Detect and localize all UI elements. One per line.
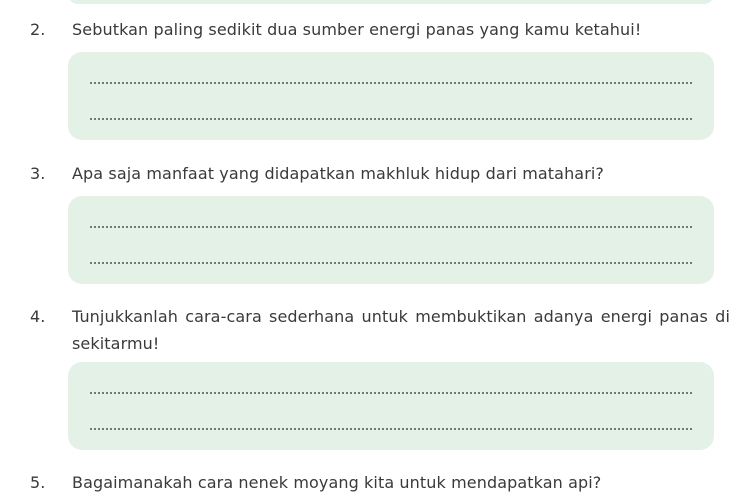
answer-line[interactable] (90, 118, 692, 120)
answer-line[interactable] (90, 82, 692, 84)
answer-box-question-4[interactable] (68, 362, 714, 450)
question-text: Tunjukkanlah cara-cara sederhana untuk membuktikan adanya energi panas di sekitarmu! (72, 307, 730, 353)
question-2 (30, 16, 730, 43)
answer-line[interactable] (90, 392, 692, 394)
question-number: 3. (30, 164, 46, 183)
previous-answer-box (68, 0, 714, 4)
answer-line[interactable] (90, 226, 692, 228)
question-5 (30, 469, 730, 496)
question-text: Sebutkan paling sedikit dua sumber energi panas yang kamu ketahui! (72, 20, 642, 39)
question-3 (30, 160, 730, 187)
answer-box-question-3[interactable] (68, 196, 714, 284)
question-number: 4. (30, 307, 46, 326)
answer-line[interactable] (90, 428, 692, 430)
question-text: Apa saja manfaat yang didapatkan makhluk hidup dari matahari? (72, 164, 605, 183)
question-text: Bagaimanakah cara nenek moyang kita untuk mendapatkan api? (72, 473, 602, 492)
answer-line[interactable] (90, 262, 692, 264)
question-number: 2. (30, 20, 46, 39)
question-number: 5. (30, 473, 46, 492)
question-4 (30, 303, 730, 357)
answer-box-question-2[interactable] (68, 52, 714, 140)
